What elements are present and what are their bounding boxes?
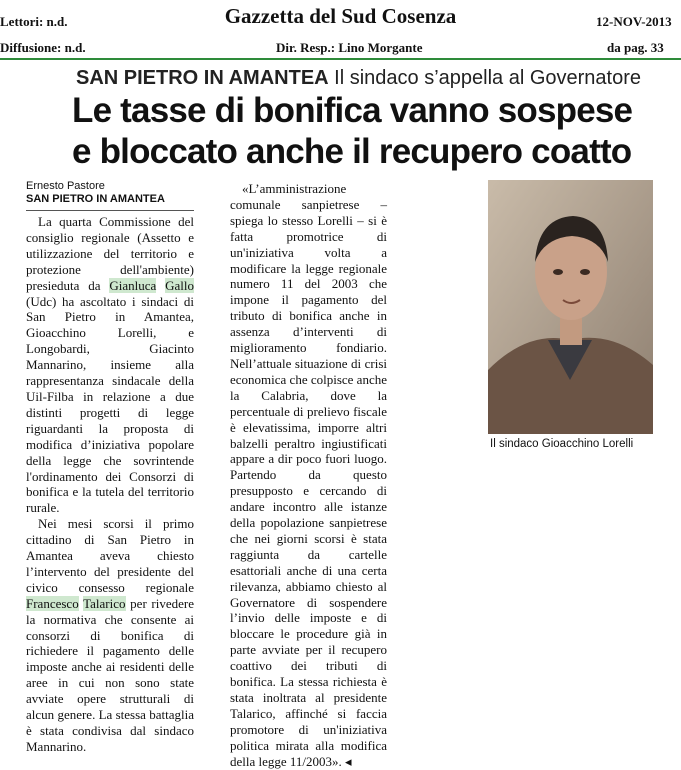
page-label: da pag. 33 [607,40,664,55]
dateline: SAN PIETRO IN AMANTEA [26,193,165,205]
highlighted-name: Gallo [165,277,194,293]
issue-date: 12-NOV-2013 [596,14,672,29]
article-column-1 [26,214,194,755]
headline-line-2: e bloccato anche il recupero coatto [72,132,632,171]
headline-line-1: Le tasse di bonifica vanno sospese [72,91,633,130]
mayor-photo [488,180,653,434]
diffusione-label: Diffusione: n.d. [0,40,86,55]
kicker-text: Il sindaco s’appella al Governatore [328,67,642,89]
highlighted-name: Gianluca [109,277,157,293]
paragraph-1 [26,214,194,516]
paragraph-1-text-a: La quarta Commissione del consiglio regionale (Assetto e utilizzazione del territorio e protezione dell'ambiente) presieduta da [26,214,194,293]
paragraph-2 [26,516,194,755]
kicker-place: SAN PIETRO IN AMANTEA [76,67,329,89]
lettori-label: Lettori: n.d. [0,14,68,29]
director-label: Dir. Resp.: Lino Morgante [276,40,423,55]
paragraph-1-text-b: (Udc) ha ascoltato i sindaci di San Pietro in Amantea, Gioacchino Lorelli, e Longobardi, Giacinto Mannarino, insieme alla rappresentanza sindacale della Uil-Filba in relazione a due distinti progetti di legge riguardanti la proposta di modifica d’iniziativa popolare della legge che sovrintende l'ordinamento dei Consorzi di bonifica e la tutela del territorio rurale. [26,293,194,516]
photo-caption: Il sindaco Gioacchino Lorelli [490,438,634,450]
kicker [76,67,641,90]
paragraph-2-text-b: per rivedere la normativa che consente ai consorzi di bonifica di richiedere il pagamento delle imposte anche ai residenti delle aree in cui non sono state avviate opere strutturali di alcun genere. La stessa battaglia è stata condivisa dal sindaco Mannarino. [26,595,195,754]
masthead-title: Gazzetta del Sud Cosenza [224,4,457,28]
author-name: Ernesto Pastore [26,180,105,192]
highlighted-name: Talarico [83,595,126,611]
byline [26,180,194,206]
paragraph-2-text-a: Nei mesi scorsi il primo cittadino di San Pietro in Amantea aveva chiesto l’intervento del presidente del civico consesso regionale [26,516,194,595]
portrait-illustration [488,180,653,434]
highlighted-name: Francesco [26,595,79,611]
byline-rule [26,210,194,211]
paragraph-3: «L’amministrazione comunale sanpietrese – spiega lo stesso Lorelli – si è fatta promotrice di un'iniziativa volta a modificare la legge regionale numero 11 del 2003 che impone il pagamento del tributo di bonifica anche in assenza d’interventi di miglioramento fondiario. Nell’attuale situazione di crisi economica che colpisce anche la Calabria, dove la percentuale di prelievo fiscale è elevatissima, imporre altri balzelli peraltro ingiustificati appare a dir poco fuori luogo. Partendo da questo presupposto e cercando di andare incontro alle istanze della popolazione sanpietrese che nei giorni scorsi è stata raggiunta da cartelle esattoriali anche di una certa rilevanza, abbiamo chiesto al Governatore di sospendere l’invio delle imposte e di bloccare le procedure già in parte avviate per il recupero coattivo dei tributi di bonifica. La stessa richiesta è stata inoltrata al presidente Talarico, affinché si faccia promotore di un'iniziativa politica mirata alla modifica della legge 11/2003». ◂ [230,181,387,769]
header-rule [0,58,681,60]
article-column-2 [230,181,387,770]
space [156,278,165,293]
